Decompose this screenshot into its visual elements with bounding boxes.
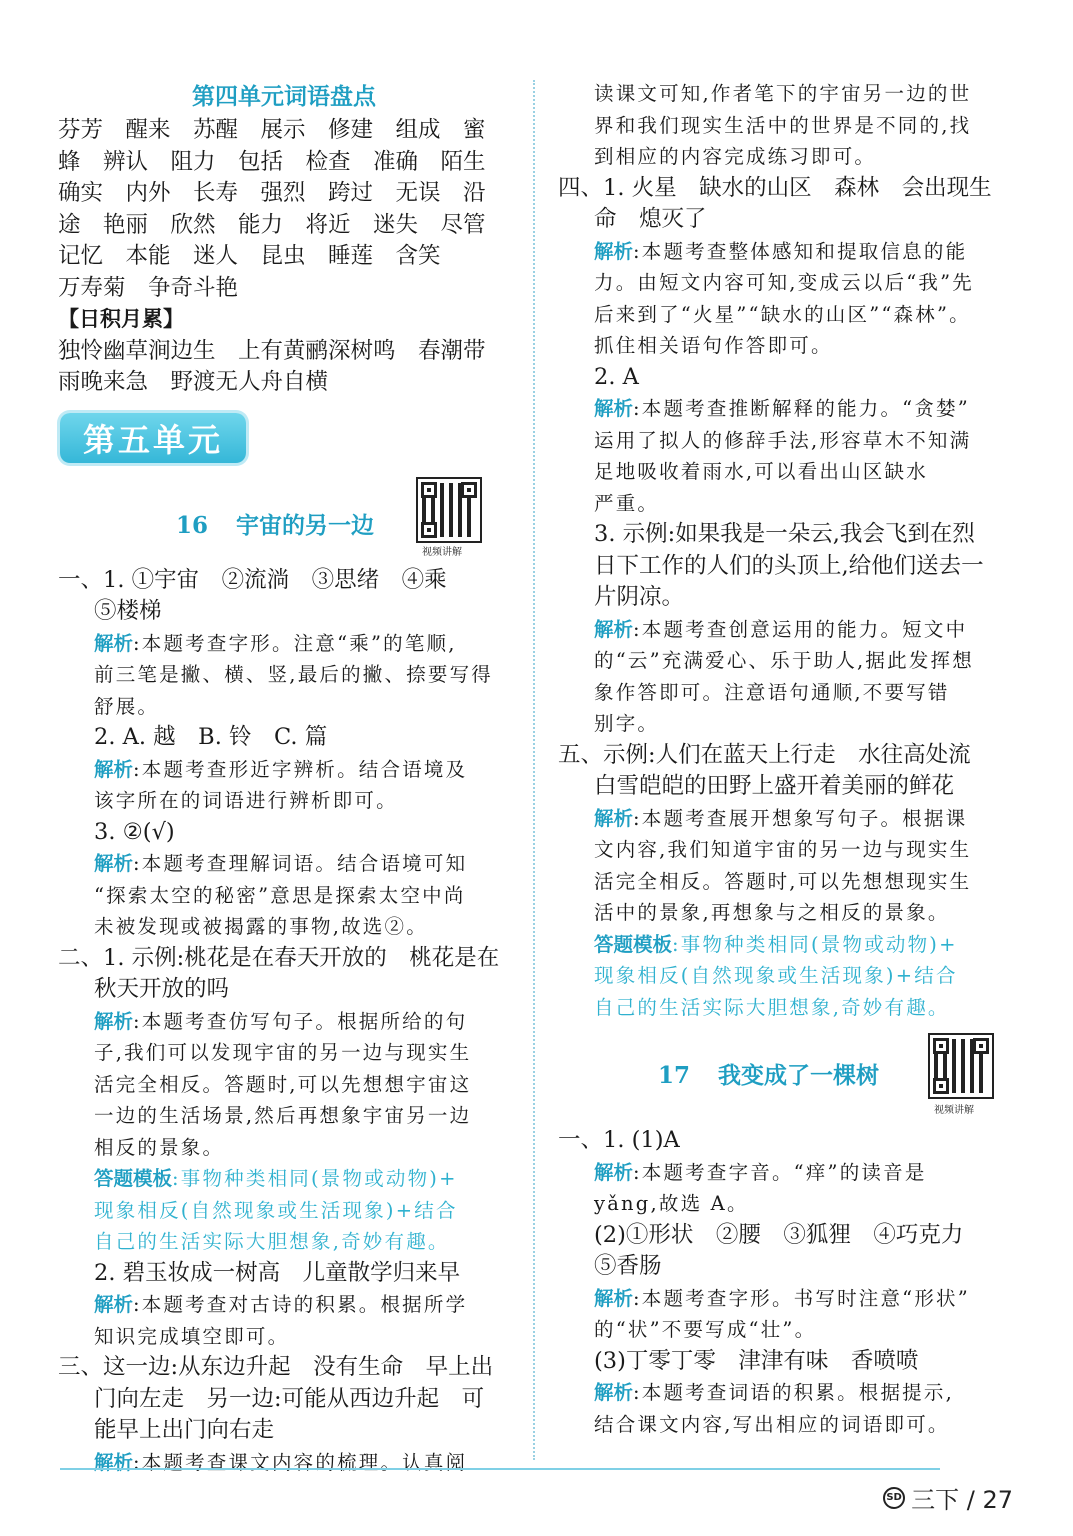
line-text: 命 熄灭了: [594, 206, 707, 232]
answer-line: [558, 488, 1013, 520]
answer-line: [58, 1384, 510, 1416]
answer-line: [58, 911, 510, 943]
answer-line: [58, 565, 510, 597]
explanation-line: [558, 614, 1013, 646]
explanation-tag: 解析: [594, 1160, 634, 1184]
line-text: “探索太空的秘密”意思是探索太空中尚: [94, 883, 466, 907]
answer-line: [558, 1409, 1013, 1441]
line-text: 秋天开放的吗: [94, 976, 230, 1002]
line-text: 舒展。: [94, 694, 160, 718]
line-text: 活中的景象,再想象与之相反的景象。: [594, 901, 950, 924]
line-text: 到相应的内容完成练习即可。: [594, 145, 877, 168]
answer-line: [558, 299, 1013, 331]
lesson-17-header: [558, 1029, 1013, 1121]
line-text: :本题考查创意运用的能力。短文中: [633, 617, 968, 641]
qr-code-icon[interactable]: [928, 1033, 994, 1099]
answer-line: [558, 362, 1013, 394]
line-text: 3. ②(√): [94, 818, 175, 845]
explanation-line: [58, 1289, 510, 1321]
explanation-line: [558, 1377, 1013, 1409]
answer-line: [558, 551, 1013, 583]
line-text: 自己的生活实际大胆想象,奇妙有趣。: [594, 995, 950, 1019]
answer-line: [558, 1251, 1013, 1283]
answer-line: [558, 141, 1013, 173]
line-text: ⑤香肠: [594, 1253, 662, 1279]
lesson-17-number: 17: [658, 1062, 691, 1089]
line-text: 2. 碧玉妆成一树高 儿童散学归来早: [94, 1259, 461, 1286]
answer-line: [58, 1415, 510, 1447]
answer-line: [558, 456, 1013, 488]
answer-line: [58, 1321, 510, 1353]
line-text: 自己的生活实际大胆想象,奇妙有趣。: [94, 1230, 450, 1253]
answer-line: [58, 691, 510, 723]
answer-line: [558, 110, 1013, 142]
explanation-line: [58, 1447, 510, 1479]
explanation-line: [58, 1006, 510, 1038]
line-text: :本题考查理解词语。结合语境可知: [133, 852, 468, 875]
line-text: 未被发现或被揭露的事物,故选②。: [94, 915, 428, 938]
line-text: 别字。: [594, 712, 660, 735]
lesson-16-number: 16: [176, 511, 209, 539]
line-text: :本题考查字形。书写时注意“形状”: [633, 1286, 970, 1310]
accumulation-line: 独怜幽草涧边生 上有黄鹂深树鸣 春潮带: [58, 337, 486, 364]
accumulation-title: 【日积月累】: [58, 307, 184, 331]
explanation-line: [558, 929, 1013, 961]
line-text: 子,我们可以发现宇宙的另一边与现实生: [94, 1041, 472, 1064]
lesson-16-title: [176, 507, 374, 540]
answer-line: [558, 834, 1013, 866]
answer-line: [558, 740, 1013, 772]
right-column: [558, 78, 1013, 1440]
line-text: :本题考查展开想象写句子。根据课: [633, 806, 968, 830]
line-text: :本题考查推断解释的能力。“贪婪”: [633, 397, 970, 420]
explanation-line: [58, 628, 510, 660]
line-text: :本题考查课文内容的梳理。认真阅: [133, 1450, 468, 1474]
answer-line: [558, 708, 1013, 740]
vocab-line: 蜂 辨认 阻力 包括 检查 准确 陌生: [58, 148, 486, 175]
line-text: yǎng,故选 A。: [594, 1192, 749, 1215]
line-text: ⑤楼梯: [94, 598, 162, 624]
line-text: 二、1. 示例:桃花是在春天开放的 桃花是在: [58, 944, 500, 971]
line-text: 三、这一边:从东边升起 没有生命 早上出: [58, 1354, 494, 1380]
answer-line: [58, 1258, 510, 1290]
page-footer: [883, 1480, 1013, 1515]
lesson-17-title: [658, 1057, 879, 1090]
sd-badge-icon: SD: [883, 1487, 905, 1509]
answer-line: [58, 817, 510, 849]
answer-line: [58, 1352, 510, 1384]
answer-line: [558, 866, 1013, 898]
answer-line: [58, 722, 510, 754]
answer-line: [558, 204, 1013, 236]
explanation-tag: 解析: [594, 1286, 634, 1310]
answer-line: [58, 974, 510, 1006]
explanation-tag: 解析: [94, 852, 134, 875]
explanation-line: [558, 393, 1013, 425]
line-text: 足地吸收着雨水,可以看出山区缺水: [594, 460, 928, 483]
vocab-line: 万寿菊 争奇斗艳: [58, 274, 239, 301]
explanation-tag: 解析: [594, 1381, 634, 1404]
vocab-line: 途 艳丽 欣然 能力 将近 迷失 尽管: [58, 211, 486, 238]
explanation-line: [58, 1163, 510, 1195]
explanation-tag: 解析: [94, 1009, 134, 1033]
answer-line: [558, 960, 1013, 992]
line-text: :事物种类相同(景物或动物)+: [172, 1167, 458, 1190]
line-text: 文内容,我们知道宇宙的另一边与现实生: [594, 838, 972, 861]
footer-rule: [60, 1468, 940, 1470]
answer-line: [58, 943, 510, 975]
line-text: 3. 示例:如果我是一朵云,我会飞到在烈: [594, 521, 975, 547]
explanation-tag: 解析: [594, 397, 634, 420]
answer-line: [58, 880, 510, 912]
answer-line: [58, 1100, 510, 1132]
explanation-tag: 解析: [94, 757, 134, 781]
explanation-tag: 解析: [594, 239, 634, 263]
answer-line: [558, 519, 1013, 551]
line-text: 2. A. 越 B. 铃 C. 篇: [94, 724, 328, 750]
answer-line: [558, 771, 1013, 803]
answer-line: [558, 1220, 1013, 1252]
line-text: 象作答即可。注意语句通顺,不要写错: [594, 680, 950, 704]
answer-line: [58, 596, 510, 628]
line-text: 能早上出门向右走: [94, 1417, 275, 1443]
line-text: 片阴凉。: [594, 584, 685, 610]
line-text: 门向左走 另一边:可能从西边升起 可: [94, 1385, 485, 1412]
line-text: 活完全相反。答题时,可以先想想宇宙这: [94, 1072, 472, 1096]
accumulation-list: [58, 336, 510, 399]
line-text: 界和我们现实生活中的世界是不同的,找: [594, 113, 972, 137]
line-text: 一、1. (1)A: [558, 1127, 680, 1153]
line-text: 一边的生活场景,然后再想象宇宙另一边: [94, 1104, 472, 1127]
answer-line: [58, 1226, 510, 1258]
line-text: 日下工作的人们的头顶上,给他们送去一: [594, 552, 984, 579]
column-divider: [533, 80, 535, 1460]
page-number: 三下 / 27: [911, 1486, 1013, 1514]
line-text: 严重。: [594, 491, 660, 515]
line-text: 2. A: [594, 363, 639, 390]
explanation-line: [558, 1283, 1013, 1315]
line-text: 活完全相反。答题时,可以先想想现实生: [594, 869, 972, 893]
answer-line: [58, 785, 510, 817]
answer-line: [558, 897, 1013, 929]
line-text: 现象相反(自然现象或生活现象)+结合: [94, 1198, 458, 1222]
answer-line: [558, 645, 1013, 677]
line-text: 的“云”充满爱心、乐于助人,据此发挥想: [594, 649, 974, 672]
line-text: 知识完成填空即可。: [94, 1324, 290, 1348]
line-text: 现象相反(自然现象或生活现象)+结合: [594, 964, 958, 987]
line-text: 后来到了“火星”“缺水的山区”“森林”。: [594, 302, 971, 326]
answer-line: [558, 677, 1013, 709]
explanation-tag: 解析: [594, 617, 634, 641]
answer-line: [558, 1314, 1013, 1346]
line-text: 四、1. 火星 缺水的山区 森林 会出现生: [558, 174, 992, 201]
explanation-tag: 答题模板: [94, 1167, 173, 1190]
qr-caption: 视频讲解: [934, 1105, 974, 1116]
explanation-tag: 解析: [94, 631, 134, 655]
lesson-17-name: 我变成了一棵树: [718, 1063, 880, 1089]
answer-line: [558, 425, 1013, 457]
line-text: :本题考查仿写句子。根据所给的句: [133, 1009, 468, 1033]
line-text: 白雪皑皑的田野上盛开着美丽的鲜花: [594, 773, 955, 799]
answer-line: [58, 659, 510, 691]
answer-line: [558, 173, 1013, 205]
line-text: 抓住相关语句作答即可。: [594, 334, 833, 357]
line-text: 前三笔是撇、横、竖,最后的撇、捺要写得: [94, 663, 493, 686]
explanation-tag: 答题模板: [594, 932, 673, 956]
lesson-16-answers: [58, 565, 510, 1479]
left-column: [58, 78, 510, 1478]
explanation-line: [58, 848, 510, 880]
line-text: :事物种类相同(景物或动物)+: [672, 932, 958, 956]
accumulation-line: 雨晚来急 野渡无人舟自横: [58, 369, 329, 395]
lesson-16-answers-cont: [558, 78, 1013, 1023]
answer-line: [558, 78, 1013, 110]
line-text: 该字所在的词语进行辨析即可。: [94, 789, 398, 812]
line-text: 读课文可知,作者笔下的宇宙另一边的世: [594, 82, 972, 105]
explanation-line: [558, 803, 1013, 835]
explanation-line: [558, 1157, 1013, 1189]
answer-line: [558, 1346, 1013, 1378]
answer-line: [558, 1188, 1013, 1220]
line-text: 结合课文内容,写出相应的词语即可。: [594, 1412, 950, 1436]
answer-line: [558, 267, 1013, 299]
line-text: (3)丁零丁零 津津有味 香喷喷: [594, 1347, 919, 1374]
line-text: (2)①形状 ②腰 ③狐狸 ④巧克力: [594, 1221, 964, 1248]
lesson-16-header: [58, 481, 510, 561]
vocab-line: 记忆 本能 迷人 昆虫 睡莲 含笑: [58, 243, 441, 269]
vocab-title: 第四单元词语盘点: [192, 84, 376, 110]
vocab-line: 芬芳 醒来 苏醒 展示 修建 组成 蜜: [58, 117, 486, 143]
answer-line: [58, 1195, 510, 1227]
line-text: 一、1. ①宇宙 ②流淌 ③思绪 ④乘: [58, 566, 447, 593]
explanation-tag: 解析: [94, 1293, 134, 1316]
line-text: :本题考查字形。注意“乘”的笔顺,: [133, 631, 457, 655]
line-text: 五、示例:人们在蓝天上行走 水往高处流: [558, 741, 971, 768]
line-text: :本题考查形近字辨析。结合语境及: [133, 757, 468, 781]
line-text: 运用了拟人的修辞手法,形容草木不知满: [594, 428, 972, 452]
lesson-17-answers: [558, 1125, 1013, 1440]
line-text: :本题考查字音。“痒”的读音是: [633, 1160, 927, 1184]
explanation-tag: 解析: [94, 1450, 134, 1474]
line-text: :本题考查对古诗的积累。根据所学: [133, 1293, 468, 1316]
vocab-list: [58, 115, 510, 304]
line-text: :本题考查整体感知和提取信息的能: [633, 239, 968, 263]
answer-line: [558, 1125, 1013, 1157]
answer-line: [58, 1069, 510, 1101]
line-text: 相反的景象。: [94, 1135, 225, 1159]
answer-line: [558, 582, 1013, 614]
vocab-line: 确实 内外 长寿 强烈 跨过 无误 沿: [58, 180, 486, 206]
explanation-line: [558, 236, 1013, 268]
answer-line: [58, 1037, 510, 1069]
explanation-line: [58, 754, 510, 786]
unit-banner: 第五单元: [60, 413, 246, 463]
lesson-16-name: 宇宙的另一边: [236, 512, 375, 539]
line-text: 的“状”不要写成“壮”。: [594, 1318, 817, 1341]
line-text: 力。由短文内容可知,变成云以后“我”先: [594, 271, 974, 294]
explanation-tag: 解析: [594, 806, 634, 830]
qr-caption: 视频讲解: [422, 546, 462, 558]
answer-line: [58, 1132, 510, 1164]
line-text: :本题考查词语的积累。根据提示,: [633, 1381, 954, 1404]
answer-line: [558, 992, 1013, 1024]
answer-line: [558, 330, 1013, 362]
qr-code-icon[interactable]: [416, 477, 482, 543]
